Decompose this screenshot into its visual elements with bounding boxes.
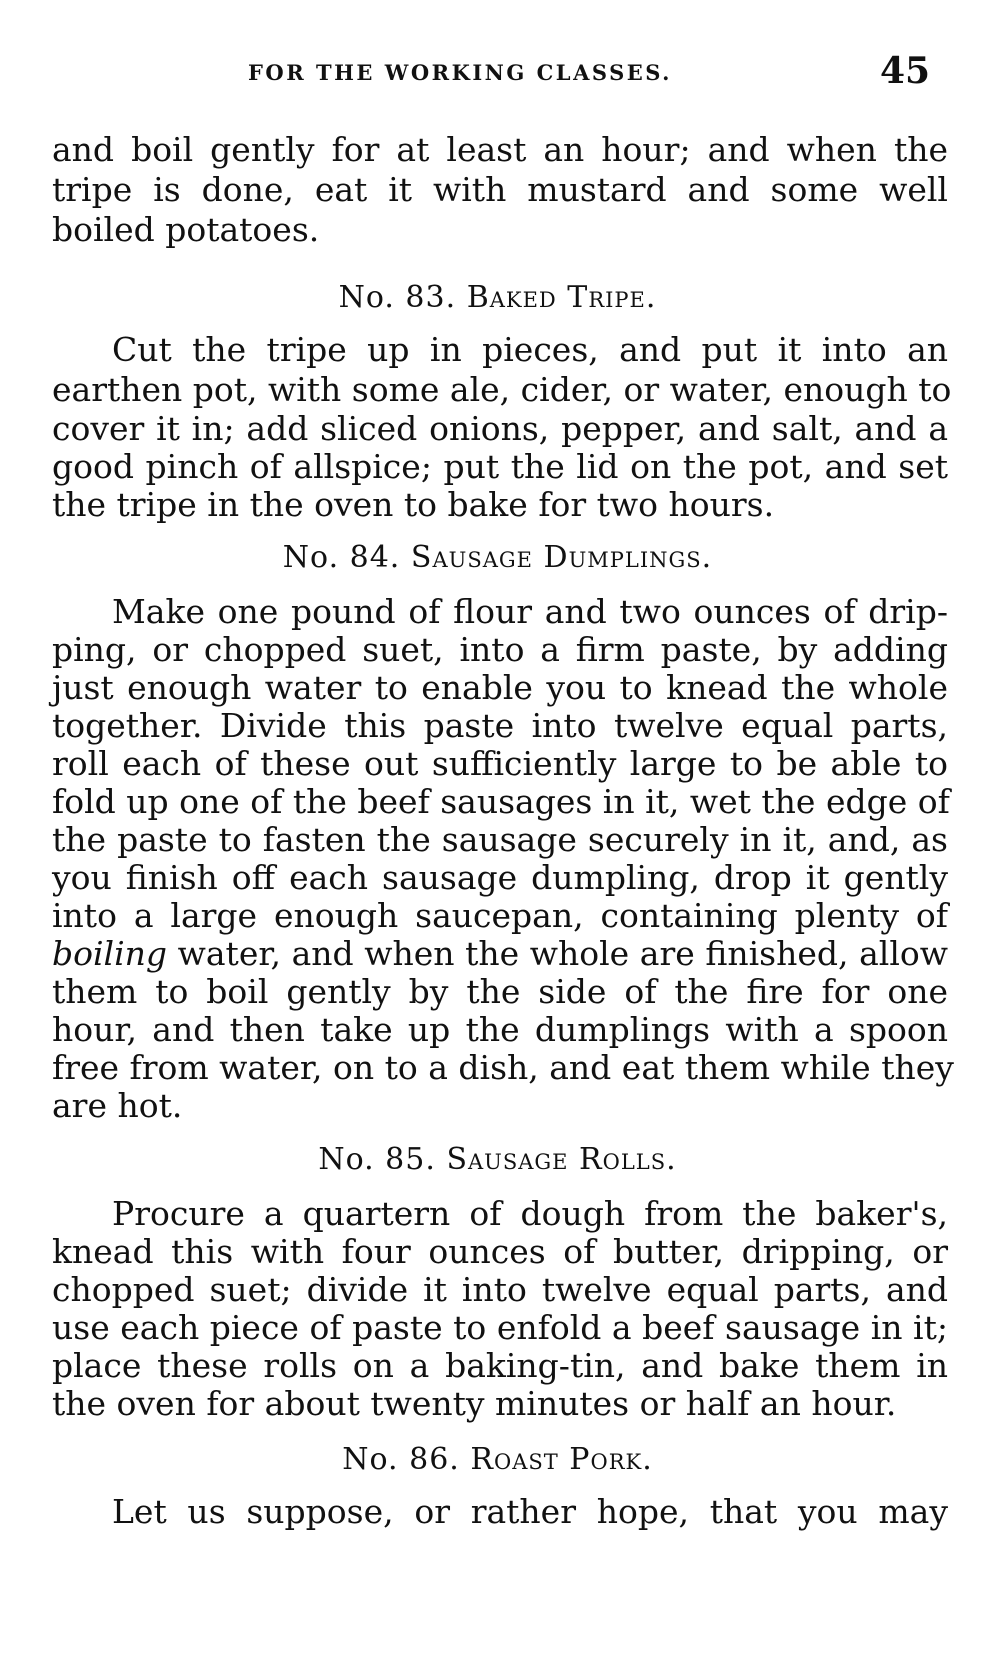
text-line: fold up one of the beef sausages in it, wet the edge of — [52, 782, 950, 821]
text-line: earthen pot, with some ale, cider, or water, enough to — [52, 370, 952, 409]
running-head: FOR THE WORKING CLASSES. — [248, 60, 672, 85]
text-line: Procure a quartern of dough from the baker's, — [112, 1194, 948, 1233]
recipe-title: Baked Tripe. — [466, 280, 657, 315]
text-line: good pinch of allspice; put the lid on the pot, and set — [52, 447, 948, 486]
text-line: Cut the tripe up in pieces, and put it into an — [112, 330, 948, 369]
text-line: and boil gently for at least an hour; and when the — [52, 130, 948, 169]
text-line: tripe is done, eat it with mustard and some well — [52, 170, 948, 209]
recipe-number: No. 86. — [342, 1442, 460, 1477]
text-line: hour, and then take up the dumplings with a spoon — [52, 1010, 948, 1049]
page-number: 45 — [880, 50, 931, 92]
text-line: them to boil gently by the side of the fire for one — [52, 972, 948, 1011]
text-line: into a large enough saucepan, containing plenty of — [52, 896, 948, 935]
text-line: Make one pound of flour and two ounces of drip- — [112, 592, 948, 631]
text-line: ping, or chopped suet, into a firm paste, by adding — [52, 630, 948, 669]
text-line: cover it in; add sliced onions, pepper, and salt, and a — [52, 409, 948, 448]
recipe-heading — [0, 1140, 995, 1180]
text-line: are hot. — [52, 1086, 183, 1125]
recipe-number: No. 84. — [282, 540, 401, 575]
text-line: Let us suppose, or rather hope, that you may — [112, 1492, 948, 1531]
recipe-number: No. 85. — [318, 1142, 436, 1177]
text-line: roll each of these out sufficiently large to be able to — [52, 744, 948, 783]
text-line: free from water, on to a dish, and eat them while they — [52, 1048, 954, 1087]
recipe-title: Sausage Dumplings. — [410, 540, 713, 575]
recipe-heading — [0, 538, 995, 578]
text-line: boiled potatoes. — [52, 210, 320, 249]
recipe-title: Sausage Rolls. — [446, 1142, 677, 1177]
text-line-rest: water, and when the whole are finished, allow — [177, 934, 948, 973]
text-line: place these rolls on a baking-tin, and bake them in — [52, 1346, 948, 1385]
recipe-heading — [0, 278, 995, 318]
text-line: chopped suet; divide it into twelve equal parts, and — [52, 1270, 948, 1309]
text-line: together. Divide this paste into twelve equal parts, — [52, 706, 948, 745]
recipe-heading — [0, 1440, 995, 1480]
text-line: you finish off each sausage dumpling, drop it gently — [52, 858, 948, 897]
text-line: the tripe in the oven to bake for two hours. — [52, 485, 775, 524]
text-line: knead this with four ounces of butter, dripping, or — [52, 1232, 948, 1271]
recipe-number: No. 83. — [338, 280, 457, 315]
text-line — [52, 934, 948, 974]
recipe-title: Roast Pork. — [470, 1442, 653, 1477]
italic-word: boiling — [52, 934, 168, 973]
text-line: use each piece of paste to enfold a beef sausage in it; — [52, 1308, 948, 1347]
text-line: the paste to fasten the sausage securely in it, and, as — [52, 820, 948, 859]
text-line: the oven for about twenty minutes or half an hour. — [52, 1384, 897, 1423]
text-line: just enough water to enable you to knead the whole — [52, 668, 948, 707]
